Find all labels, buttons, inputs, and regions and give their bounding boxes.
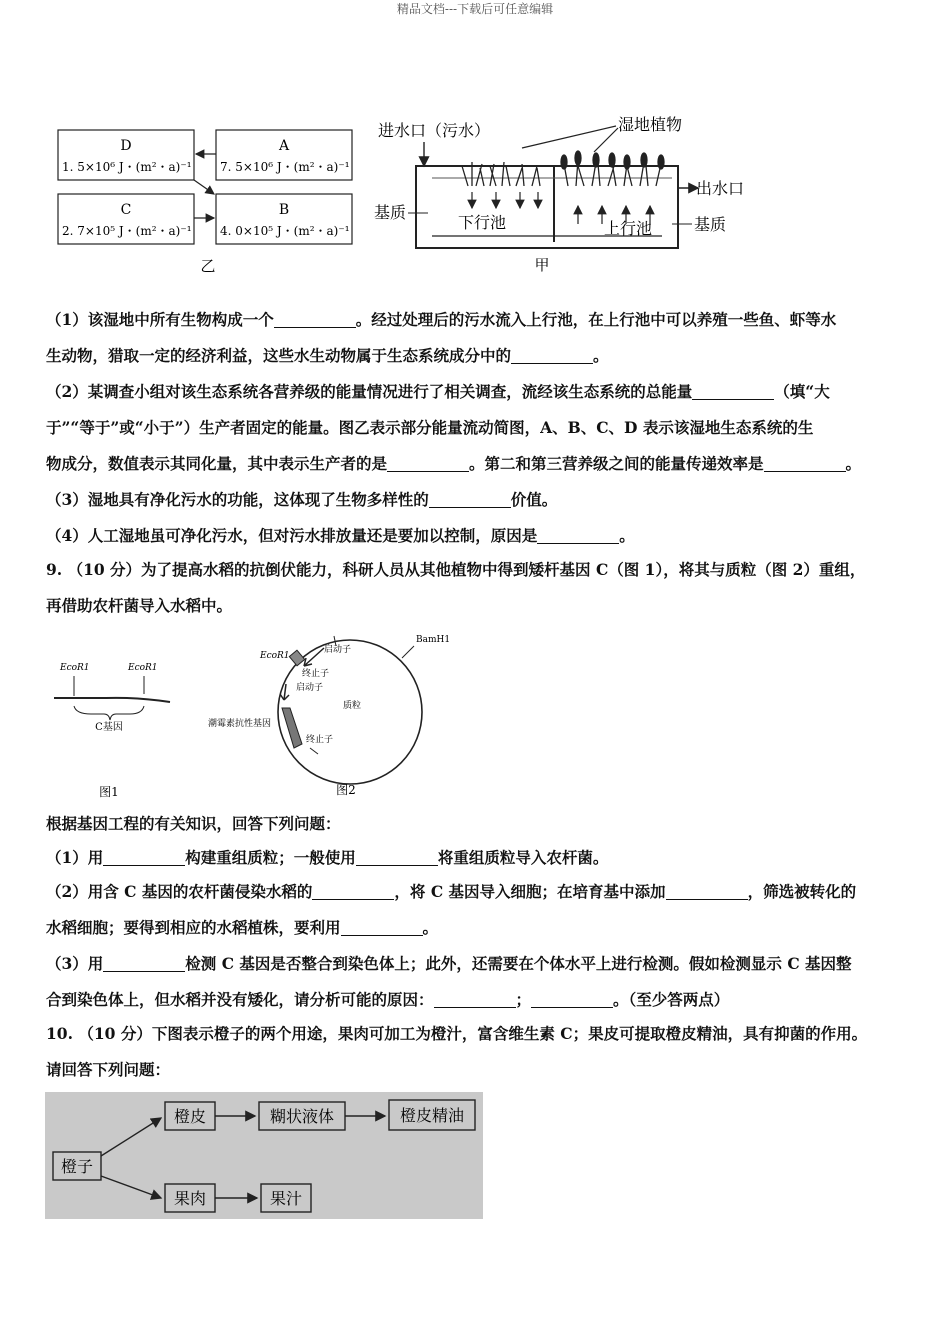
q8-blank-5[interactable] (764, 453, 846, 472)
box-b-value: 4. 0×10⁵ J・(m²・a)⁻¹ (220, 224, 350, 238)
terminator-1-label: 终止子 (302, 669, 330, 679)
substrate-left-label: 基质 (374, 203, 407, 222)
svg-text:果汁: 果汁 (269, 1189, 303, 1208)
promoter-1-box (289, 650, 304, 666)
orange-flow-diagram (45, 1092, 483, 1219)
gene-c-figure (46, 628, 186, 804)
q8-line-4: 于”“等于”或“小于”）生产者固定的能量。图乙表示部分能量流动简图，A、B、C、D 表示该湿地生态系统的生 (46, 418, 814, 437)
site-tick-bottom (310, 748, 318, 754)
down-flow-arrows (472, 192, 538, 208)
q9-blank-7[interactable] (434, 989, 516, 1008)
q10-intro-2: 请回答下列问题： (46, 1060, 171, 1079)
q9-line-1: （1）用 构建重组质粒；一般使用 将重组质粒导入农杆菌。 (46, 848, 609, 867)
wetland-plants (462, 151, 664, 186)
plasmid-figure (206, 628, 466, 804)
q8-blank-2[interactable] (511, 345, 593, 364)
promoter-1-arrow (304, 648, 324, 666)
ecor1-right-label: EcoR1 (128, 663, 158, 673)
bamh1-site-label: BamH1 (416, 635, 451, 645)
q9-intro-2: 再借助农杆菌导入水稻中。 (46, 596, 233, 615)
q9-blank-1[interactable] (103, 847, 185, 866)
q9-line-5: 合到染色体上，但水稻并没有矮化，请分析可能的原因： ； 。（至少答两点） (46, 990, 730, 1009)
q8-blank-4[interactable] (387, 453, 469, 472)
fig-jia-caption: 甲 (534, 256, 550, 274)
fig1-caption: 图1 (99, 785, 119, 799)
c-gene-label: C基因 (95, 722, 123, 733)
q8-line-3: （2）某调查小组对该生态系统各营养级的能量情况进行了相关调查，流经该生态系统的总能量 （填“大 (46, 382, 830, 401)
svg-text:橙皮: 橙皮 (173, 1107, 207, 1126)
ecor1-site-label: EcoR1 (260, 651, 290, 661)
q9-blank-6[interactable] (103, 953, 185, 972)
energy-flow-diagram (56, 126, 356, 278)
substrate-right-label: 基质 (694, 215, 727, 234)
page-header: 精品文档---下载后可任意编辑 (396, 2, 554, 16)
box-a-label: A (278, 138, 290, 154)
q8-blank-6[interactable] (429, 489, 511, 508)
box-a-value: 7. 5×10⁶ J・(m²・a)⁻¹ (220, 160, 350, 174)
q9-blank-8[interactable] (531, 989, 613, 1008)
q9-line-3: 水稻细胞；要得到相应的水稻植株，要利用 。 (46, 918, 439, 937)
plants-pointer-2 (594, 128, 618, 152)
box-c (58, 194, 194, 244)
q8-line-2: 生动物，猎取一定的经济利益，这些水生动物属于生态系统成分中的 。 (46, 346, 609, 365)
q8-blank-1[interactable] (274, 309, 356, 328)
hyg-gene-label: 潮霉素抗性基因 (208, 719, 272, 729)
gene-brace (74, 706, 144, 720)
q9-blank-3[interactable] (312, 881, 394, 900)
plasmid-label: 质粒 (342, 701, 362, 711)
arrow-d-to-b (194, 180, 214, 194)
q9-blank-5[interactable] (341, 917, 423, 936)
q8-line-7: （4）人工湿地虽可净化污水，但对污水排放量还是要加以控制，原因是 。 (46, 526, 635, 545)
fig-yi-caption: 乙 (200, 257, 216, 275)
q9-lead: 根据基因工程的有关知识，回答下列问题： (46, 814, 341, 833)
plants-label: 湿地植物 (618, 115, 683, 134)
bamh1-tick (402, 646, 414, 658)
q9-intro-1: 9. （10 分）为了提高水稻的抗倒伏能力，科研人员从其他植物中得到矮杆基因 C（图 1），将其与质粒（图 2）重组， (46, 560, 866, 579)
box-b (216, 194, 352, 244)
box-d-label: D (120, 138, 132, 154)
svg-text:糊状液体: 糊状液体 (269, 1107, 335, 1126)
svg-text:橙子: 橙子 (60, 1157, 94, 1176)
q9-blank-4[interactable] (666, 881, 748, 900)
q9-blank-2[interactable] (356, 847, 438, 866)
fig2-caption: 图2 (336, 783, 356, 797)
wetland-diagram (372, 110, 752, 280)
box-c-label: C (120, 202, 132, 218)
svg-text:果肉: 果肉 (173, 1189, 207, 1208)
box-b-label: B (278, 202, 290, 218)
q8-line-6: （3）湿地具有净化污水的功能，这体现了生物多样性的 价值。 (46, 490, 558, 509)
ecor1-left-label: EcoR1 (60, 663, 90, 673)
q9-line-4: （3）用 检测 C 基因是否整合到染色体上；此外，还需要在个体水平上进行检测。假如检测显示 C 基因整 (46, 954, 852, 973)
down-pool-label: 下行池 (458, 213, 507, 232)
outlet-label: 出水口 (696, 179, 745, 198)
q9-line-2: （2）用含 C 基因的农杆菌侵染水稻的 ，将 C 基因导入细胞；在培育基中添加 ，筛选被转化的 (46, 882, 857, 901)
node-paste (259, 1102, 345, 1130)
promoter-1-label: 启动子 (324, 645, 352, 655)
q8-blank-7[interactable] (537, 525, 619, 544)
q8-line-1: （1）该湿地中所有生物构成一个 。经过处理后的污水流入上行池，在上行池中可以养殖一些鱼、虾等水 (46, 310, 837, 329)
up-pool-label: 上行池 (604, 219, 653, 238)
box-d-value: 1. 5×10⁶ J・(m²・a)⁻¹ (62, 160, 192, 174)
box-d (58, 130, 194, 180)
inlet-label: 进水口（污水） (378, 121, 491, 140)
q8-line-5: 物成分，数值表示其同化量，其中表示生产者的是 。第二和第三营养级之间的能量传递效率是 。 (46, 454, 862, 473)
box-c-value: 2. 7×10⁵ J・(m²・a)⁻¹ (62, 224, 192, 238)
terminator-2-label: 终止子 (306, 735, 334, 745)
svg-text:橙皮精油: 橙皮精油 (399, 1106, 465, 1125)
box-a (216, 130, 352, 180)
q10-intro-1: 10. （10 分）下图表示橙子的两个用途，果肉可加工为橙汁，富含维生素 C；果皮可提取橙皮精油，具有抑菌的作用。 (46, 1024, 868, 1043)
q8-blank-3[interactable] (692, 381, 774, 400)
dna-strand (54, 698, 170, 702)
promoter-2-label: 启动子 (296, 683, 324, 693)
